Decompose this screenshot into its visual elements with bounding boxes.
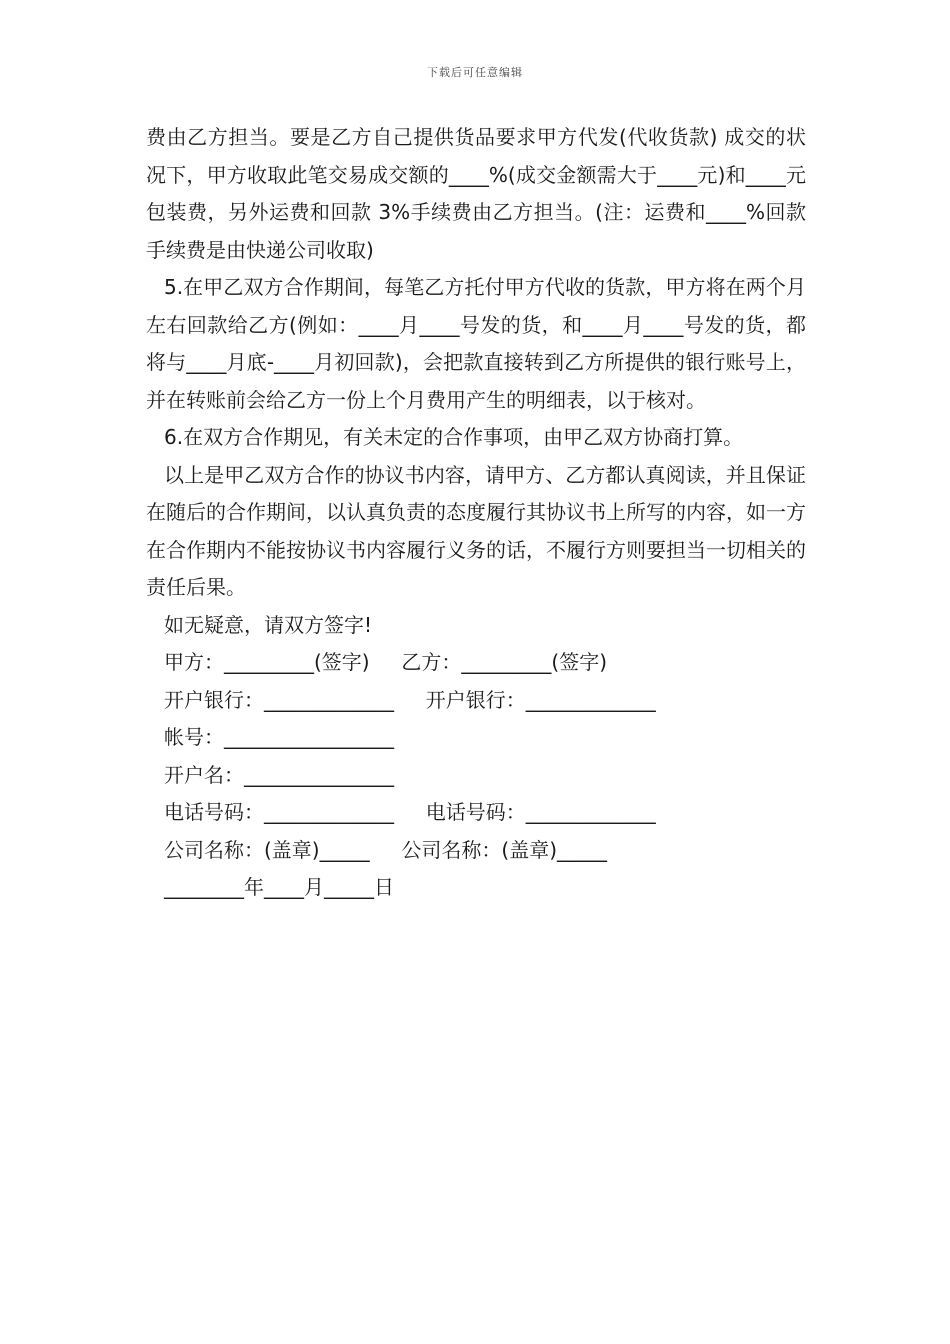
document-body: [146, 119, 806, 907]
signature-line-phone: 电话号码：_____________ 电话号码：_____________: [164, 800, 656, 824]
signature-line-account-name: 开户名：_______________: [164, 762, 394, 787]
signature-line-company: 公司名称：(盖章)_____ 公司名称：(盖章)_____: [164, 837, 607, 862]
signature-line-bank: 开户银行：_____________ 开户银行：_____________: [164, 687, 656, 712]
paragraph-clause-5: 5.在甲乙双方合作期间，每笔乙方托付甲方代收的货款，甲方将在两个月左右回款给乙方(例如：____月____号发的货，和____月____号发的货，都将与____月底-____月初回款)，会把款直接转到乙方所提供的银行账号上，并在转账前会给乙方一份上个月费用产生的明细表，以于核对。: [146, 275, 806, 412]
signature-line-date: ________年____月_____日: [164, 875, 394, 899]
paragraph-fees: 费由乙方担当。要是乙方自己提供货品要求甲方代发(代收货款) 成交的状况下，甲方收取此笔交易成交额的____%(成交金额需大于____元)和____元包装费，另外运费和回款 3%手续费由乙方担当。(注：运费和____%回款手续费是由快递公司收取): [146, 125, 806, 262]
signature-line-account: 帐号：_________________: [164, 725, 394, 749]
paragraph-summary: 以上是甲乙双方合作的协议书内容，请甲方、乙方都认真阅读，并且保证在随后的合作期间，以认真负责的态度履行其协议书上所写的内容，如一方在合作期内不能按协议书内容履行义务的话，不履行方则要担当一切相关的责任后果。: [146, 462, 806, 599]
signature-line-party: 甲方：_________(签字) 乙方：_________(签字): [164, 650, 607, 674]
page-header: 下载后可任意编辑: [427, 66, 523, 79]
closing-line: 如无疑意，请双方签字!: [164, 612, 373, 637]
paragraph-clause-6: 6.在双方合作期见，有关未定的合作事项，由甲乙双方协商打算。: [164, 425, 744, 449]
